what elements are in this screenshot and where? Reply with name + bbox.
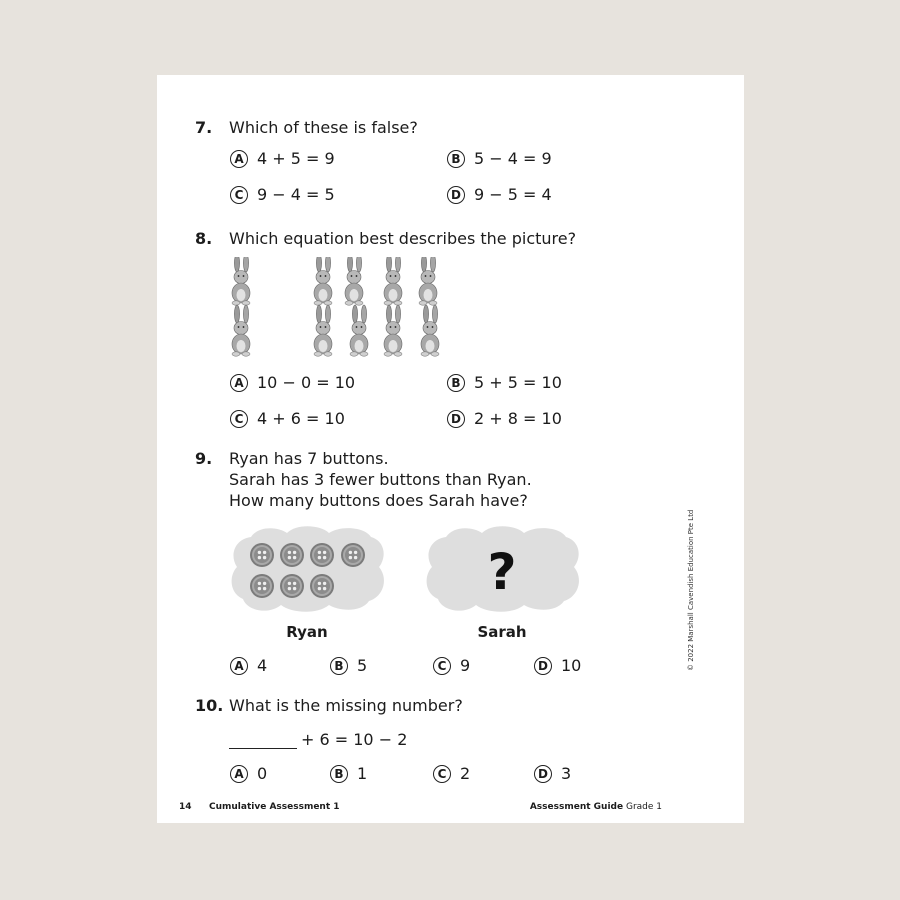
question-10-number: 10.: [195, 696, 224, 715]
button-icon: [280, 543, 304, 567]
question-10-option-b[interactable]: [330, 764, 367, 783]
option-bubble[interactable]: D: [534, 657, 552, 675]
question-8-option-a[interactable]: [230, 373, 355, 392]
rabbit-icon: [421, 305, 439, 356]
question-10-text: What is the missing number?: [229, 696, 463, 715]
button-icon: [341, 543, 365, 567]
question-9-line-3: How many buttons does Sarah have?: [229, 491, 528, 510]
option-bubble[interactable]: B: [330, 765, 348, 783]
copyright-notice: © 2022 Marshall Cavendish Education Pte Ltd: [687, 509, 695, 671]
footer-guide-title: Assessment Guide: [529, 802, 624, 812]
rabbit-icon: [232, 305, 250, 356]
question-9-line-2: Sarah has 3 fewer buttons than Ryan.: [229, 470, 532, 489]
question-mark-icon: ?: [487, 543, 517, 601]
question-7-text: Which of these is false?: [229, 118, 418, 137]
option-bubble[interactable]: C: [433, 657, 451, 675]
option-bubble[interactable]: A: [230, 765, 248, 783]
option-text: 2 + 8 = 10: [474, 409, 562, 428]
question-9-option-d[interactable]: [534, 656, 581, 675]
option-bubble[interactable]: C: [230, 410, 248, 428]
question-8-option-c[interactable]: [230, 409, 345, 428]
rabbit-icon: [232, 257, 250, 305]
question-8-number: 8.: [195, 229, 213, 248]
question-9-option-b[interactable]: [330, 656, 367, 675]
question-10-option-a[interactable]: [230, 764, 267, 783]
footer-grade: Grade 1: [625, 802, 662, 812]
question-7-option-c[interactable]: [230, 185, 335, 204]
button-icon: [310, 543, 334, 567]
option-text: 4 + 5 = 9: [257, 149, 335, 168]
rabbit-icon: [419, 257, 437, 305]
option-text: 3: [561, 764, 572, 783]
question-7-option-a[interactable]: [230, 149, 335, 168]
option-text: 5 − 4 = 9: [474, 149, 552, 168]
option-bubble[interactable]: C: [433, 765, 451, 783]
rabbit-icon: [314, 257, 332, 305]
option-bubble[interactable]: A: [230, 657, 248, 675]
rabbit-icon: [384, 257, 402, 305]
question-8-option-b[interactable]: [447, 373, 562, 392]
option-text: 4: [257, 656, 268, 675]
worksheet-page: [157, 75, 744, 823]
option-bubble[interactable]: D: [447, 186, 465, 204]
button-icon: [250, 574, 274, 598]
option-text: 5: [357, 656, 368, 675]
rabbit-icon: [314, 305, 332, 356]
option-text: 2: [460, 764, 471, 783]
option-text: 0: [257, 764, 268, 783]
question-9-line-1: Ryan has 7 buttons.: [229, 449, 389, 468]
button-icon: [250, 543, 274, 567]
option-bubble[interactable]: B: [330, 657, 348, 675]
rabbit-icon: [345, 257, 363, 305]
question-9-option-c[interactable]: [433, 656, 470, 675]
question-7-option-b[interactable]: [447, 149, 552, 168]
option-text: 1: [357, 764, 368, 783]
option-bubble[interactable]: D: [534, 765, 552, 783]
question-9-number: 9.: [195, 449, 213, 468]
question-10-option-d[interactable]: [534, 764, 571, 783]
question-7-number: 7.: [195, 118, 213, 137]
option-text: 9 − 5 = 4: [474, 185, 552, 204]
answer-blank[interactable]: [229, 732, 297, 749]
rabbit-icon: [384, 305, 402, 356]
question-9-option-a[interactable]: [230, 656, 267, 675]
equation-text: + 6 = 10 − 2: [301, 730, 408, 749]
rabbits-picture: [227, 257, 447, 357]
option-text: 5 + 5 = 10: [474, 373, 562, 392]
ryan-label: Ryan: [286, 623, 328, 641]
page-number: 14: [179, 802, 192, 812]
option-bubble[interactable]: B: [447, 374, 465, 392]
option-text: 9 − 4 = 5: [257, 185, 335, 204]
option-bubble[interactable]: B: [447, 150, 465, 168]
option-bubble[interactable]: C: [230, 186, 248, 204]
button-icon: [280, 574, 304, 598]
option-text: 4 + 6 = 10: [257, 409, 345, 428]
button-icon: [310, 574, 334, 598]
option-bubble[interactable]: A: [230, 374, 248, 392]
footer-right: [530, 802, 662, 812]
question-10-option-c[interactable]: [433, 764, 470, 783]
footer-left-title: Cumulative Assessment 1: [209, 802, 340, 812]
option-bubble[interactable]: D: [447, 410, 465, 428]
option-bubble[interactable]: A: [230, 150, 248, 168]
sarah-mystery-cloud: [424, 523, 584, 613]
ryan-buttons-cloud: [229, 523, 389, 613]
question-8-option-d[interactable]: [447, 409, 562, 428]
option-text: 10 − 0 = 10: [257, 373, 356, 392]
option-text: 10: [561, 656, 582, 675]
sarah-label: Sarah: [477, 623, 527, 641]
question-7-option-d[interactable]: [447, 185, 552, 204]
question-8-text: Which equation best describes the picture?: [229, 229, 577, 248]
rabbit-icon: [350, 305, 368, 356]
option-text: 9: [460, 656, 471, 675]
question-10-equation: [229, 730, 407, 749]
